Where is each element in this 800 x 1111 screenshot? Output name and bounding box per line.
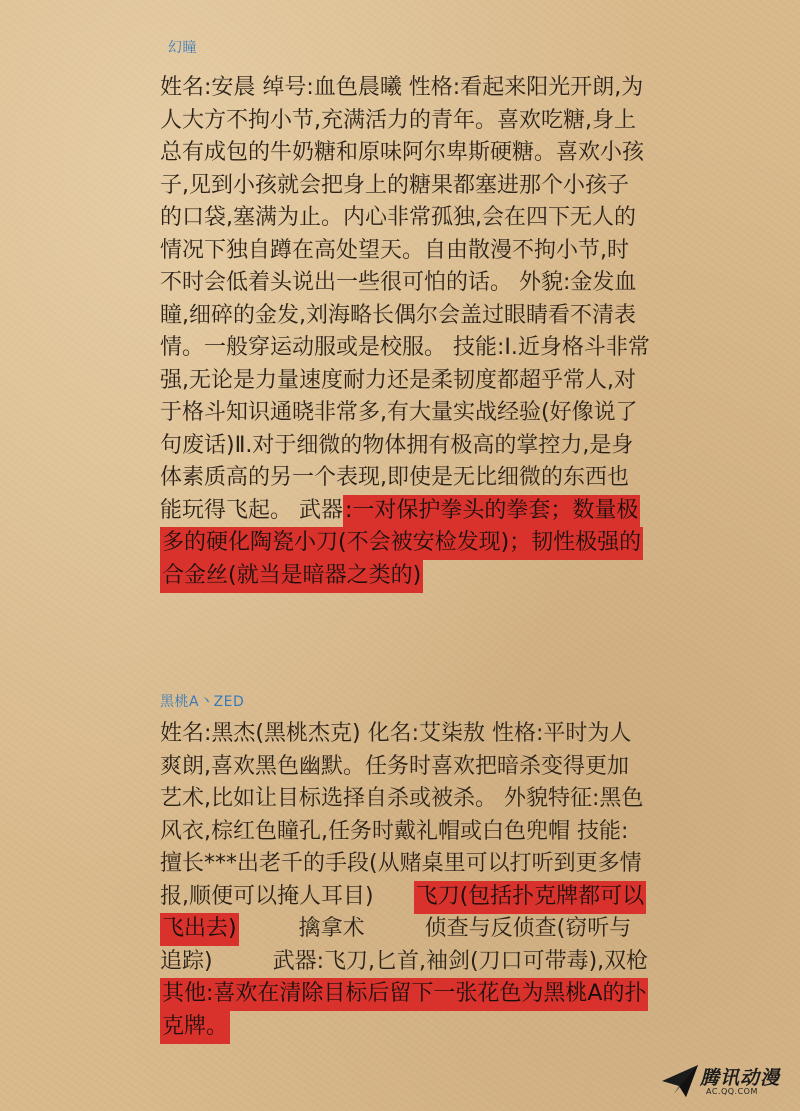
description-text: 姓名:安晨 绰号:血色晨曦 性格:看起来阳光开朗,为人大方不拘小节,充满活力的青年。喜欢吃糖,身上总有成包的牛奶糖和原味阿尔卑斯硬糖。喜欢小孩子,见到小孩就会把身上的糖果都塞进那个小孩子的口袋,塞满为止。内心非常孤独,会在四下无人的情况下独自蹲在高处望天。自由散漫不拘小节,时不时会低着头说出一些很可怕的话。 外貌:金发血瞳,细碎的金发,刘海略长偶尔会盖过眼睛看不清表情。一般穿运动服或是校服。 技能:Ⅰ.近身格斗非常强,无论是力量速度耐力还是柔韧度都超乎常人,对于格斗知识通晓非常多,有大量实战经验(好像说了句废话)Ⅱ.对于细微的物体拥有极高的掌控力,是身体素质高的另一个表现,即使是无比细微的东西也能玩得飞起。 武器	[160, 75, 650, 523]
description-text: 姓名:黑杰(黑桃杰克) 化名:艾柒敖 性格:平时为人爽朗,喜欢黑色幽默。任务时喜欢把暗杀变得更加艺术,比如让目标选择自杀或被杀。 外貌特征:黑色风衣,棕红色瞳孔,任务时戴礼帽或白色兜帽 技能:擅长***出老千的手段(从赌桌里可以打听到更多情报,顺便可以掩人耳目)	[160, 721, 644, 909]
highlighted-skill: 飞刀(包括扑克牌都可以飞出去)	[160, 881, 646, 947]
skill-grappling: 擒拿术	[298, 916, 365, 941]
author-name: 幻瞳	[168, 40, 197, 56]
author-name: 黑桃A丶ZED	[160, 694, 245, 710]
character-description	[160, 72, 650, 592]
tencent-comics-watermark	[660, 1061, 790, 1103]
watermark-name: 腾讯动漫	[700, 1067, 781, 1089]
watermark-url: AC.QQ.COM	[706, 1087, 758, 1096]
highlighted-other: 其他:喜欢在清除目标后留下一张花色为黑桃A的扑克牌。	[160, 978, 648, 1044]
skill-recon: 侦查与反侦查(窃听与追踪)	[160, 916, 632, 974]
highlighted-weapons: :一对保护拳头的拳套；数量极多的硬化陶瓷小刀(不会被安检发现)；韧性极强的合金丝(就当是暗器之类的)	[160, 495, 643, 593]
character-description	[160, 718, 650, 1043]
paper-plane-icon	[660, 1061, 700, 1101]
weapons-text: 武器:飞刀,匕首,袖剑(刀口可带毒),双枪	[272, 948, 649, 974]
